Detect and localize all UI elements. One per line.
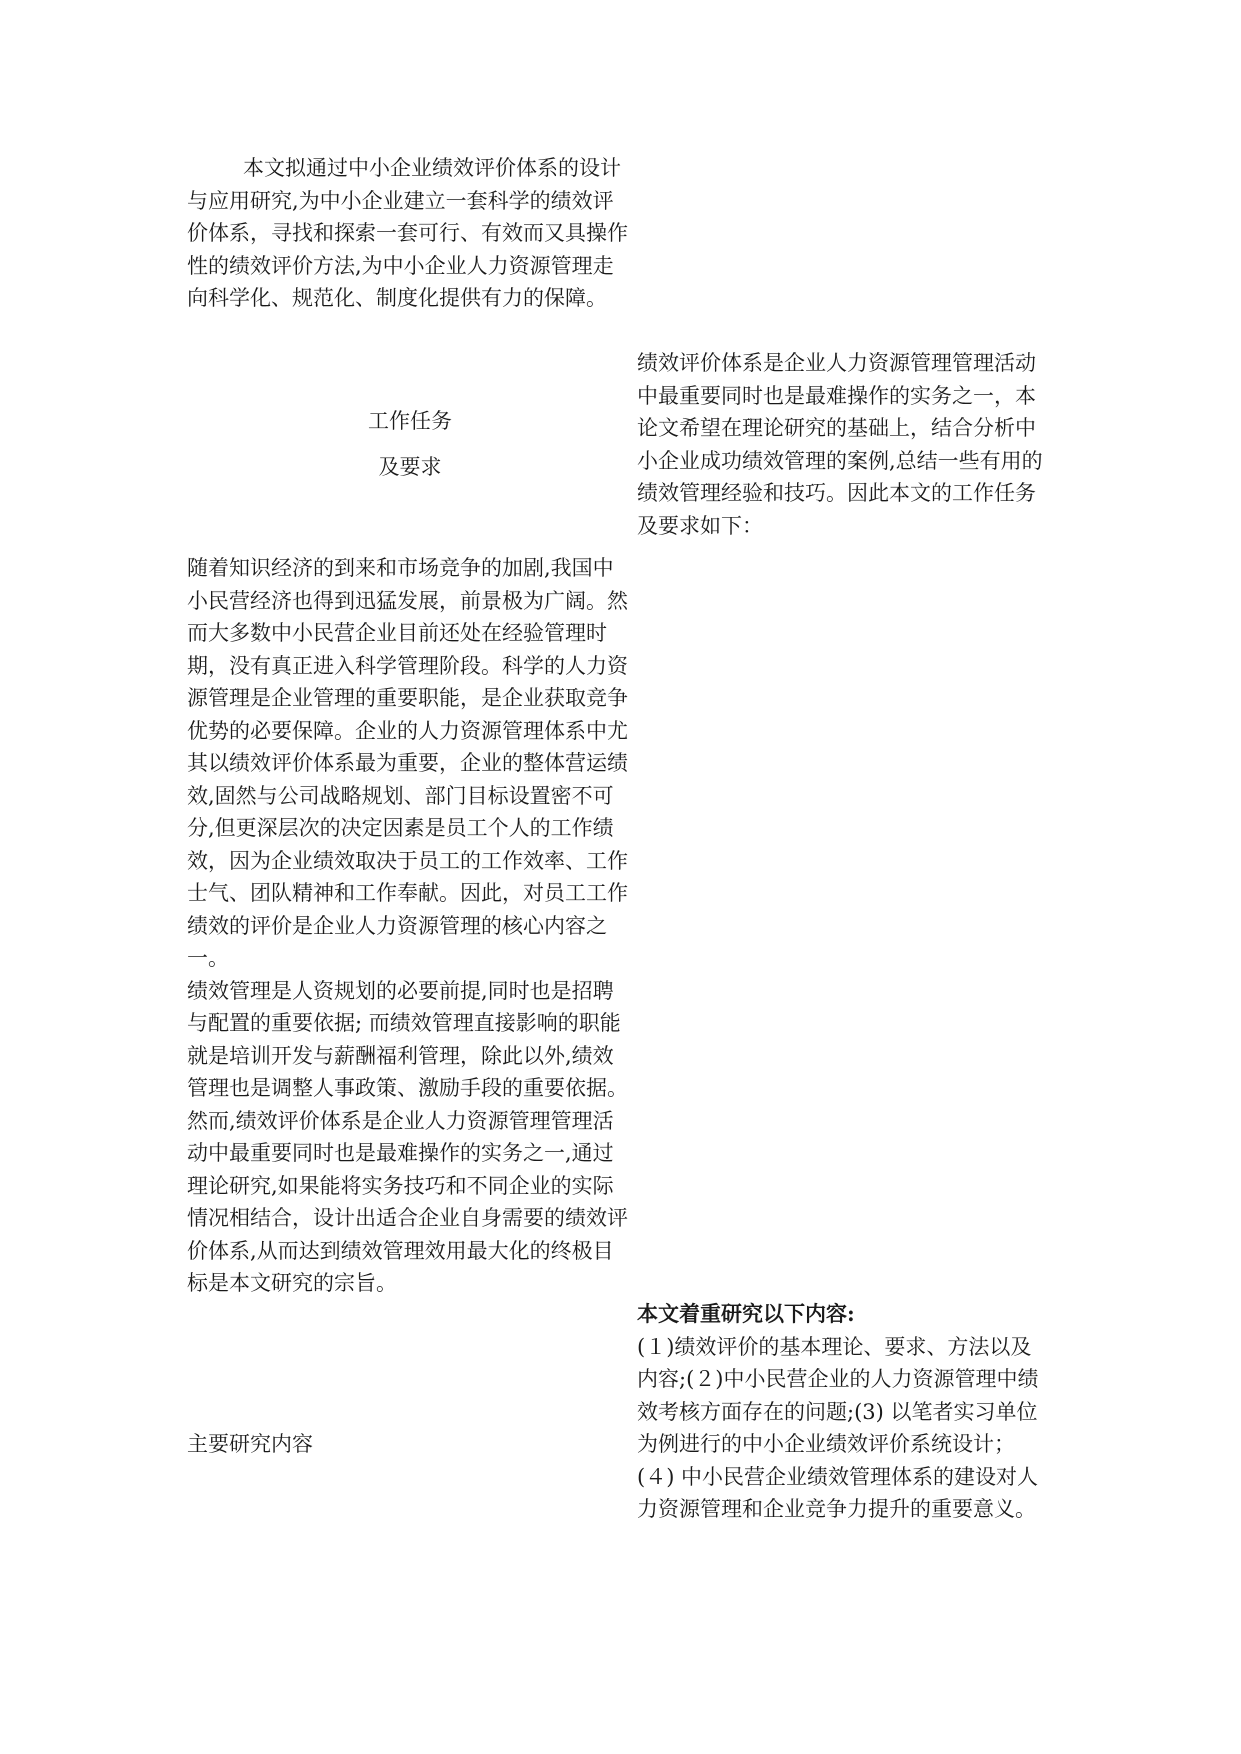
background-paragraph: 绩效管理是人资规划的必要前提,同时也是招聘与配置的重要依据; 而绩效管理直接影响的职能就是培训开发与薪酬福利管理，除此以外,绩效管理也是调整人事政策、激励手段的重要依据。然而,绩效评价体系是企业人力资源管理管理活动中最重要同时也是最难操作的实务之一,通过理论研究,如果能将实务技巧和不同企业的实际情况相结合，设计出适合企业自身需要的绩效评价体系,从而达到绩效管理效用最大化的终极目标是本文研究的宗旨。 [187, 978, 628, 1295]
research-content [637, 1298, 1049, 1526]
background-section [187, 552, 630, 1300]
research-content-title: 本文着重研究以下内容: [637, 1301, 855, 1326]
research-content-body: (１)绩效评价的基本理论、要求、方法以及内容;(２)中小民营企业的人力资源管理中绩效考核方面存在的问题;(3) 以笔者实习单位为例进行的中小企业绩效评价系统设计；(４) 中小民营企业绩效管理体系的建设对人力资源管理和企业竞争力提升的重要意义。 [637, 1334, 1039, 1521]
intro-paragraph: 本文拟通过中小企业绩效评价体系的设计与应用研究,为中小企业建立一套科学的绩效评价体系，寻找和探索一套可行、有效而又具操作性的绩效评价方法,为中小企业人力资源管理走向科学化、规范化、制度化提供有力的保障。 [187, 156, 628, 310]
task-heading-line1: 工作任务 [368, 409, 452, 433]
background-paragraph: 随着知识经济的到来和市场竞争的加剧,我国中小民营经济也得到迅猛发展，前景极为广阔。然而大多数中小民营企业目前还处在经验管理时期，没有真正进入科学管理阶段。科学的人力资源管理是企业管理的重要职能，是企业获取竞争优势的必要保障。企业的人力资源管理体系中尤其以绩效评价体系最为重要，企业的整体营运绩效,固然与公司战略规划、部门目标设置密不可分,但更深层次的决定因素是员工个人的工作绩效，因为企业绩效取决于员工的工作效率、工作士气、团队精神和工作奉献。因此，对员工工作绩效的评价是企业人力资源管理的核心内容之一。 [187, 556, 628, 970]
task-heading-line2: 及要求 [378, 455, 442, 479]
task-heading [300, 398, 520, 490]
research-heading: 主要研究内容 [187, 1432, 313, 1456]
task-paragraph: 绩效评价体系是企业人力资源管理管理活动中最重要同时也是最难操作的实务之一，本论文希望在理论研究的基础上，结合分析中小企业成功绩效管理的案例,总结一些有用的绩效管理经验和技巧。因此本文的工作任务及要求如下： [637, 351, 1043, 538]
